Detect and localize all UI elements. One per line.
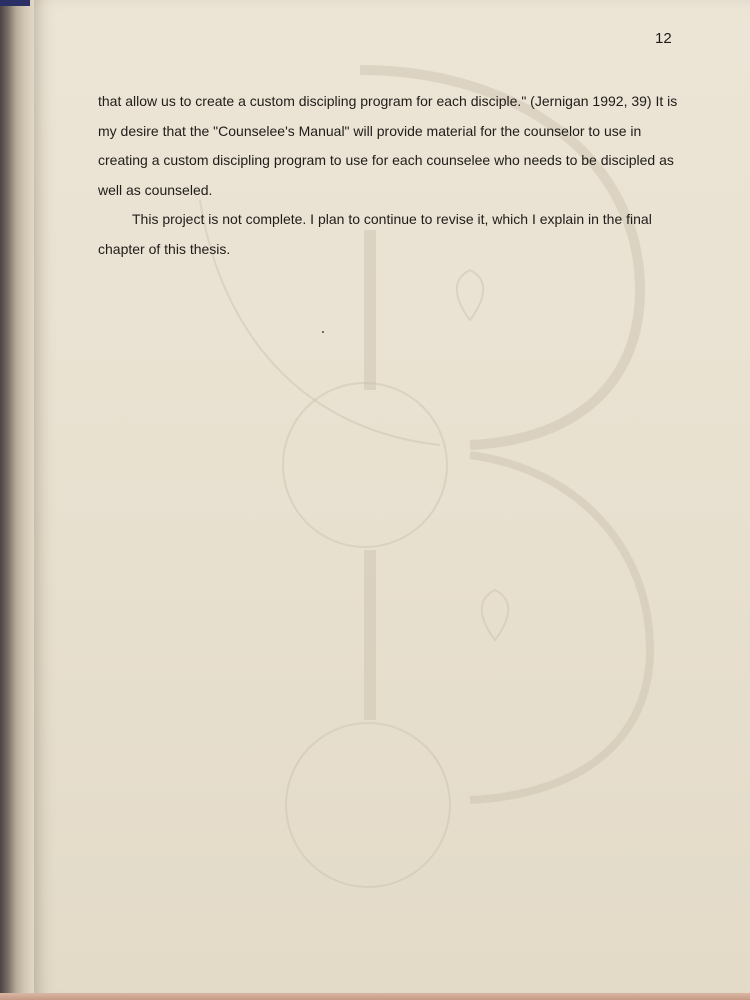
- ink-speck: [322, 331, 324, 333]
- paragraph-2: This project is not complete. I plan to continue to revise it, which I explain in the final chapter of this thesis.: [98, 211, 652, 257]
- body-text: [98, 87, 683, 264]
- paragraph-1: that allow us to create a custom discipling program for each disciple." (Jernigan 1992, 39) It is my desire that the "Counselee's Manual" will provide material for the counselor to use in creating a custom discipling program to use for each counselee who needs to be discipled as well as counseled.: [98, 93, 678, 198]
- page-number: 12: [655, 30, 672, 47]
- page-bottom-edge: [0, 993, 750, 1000]
